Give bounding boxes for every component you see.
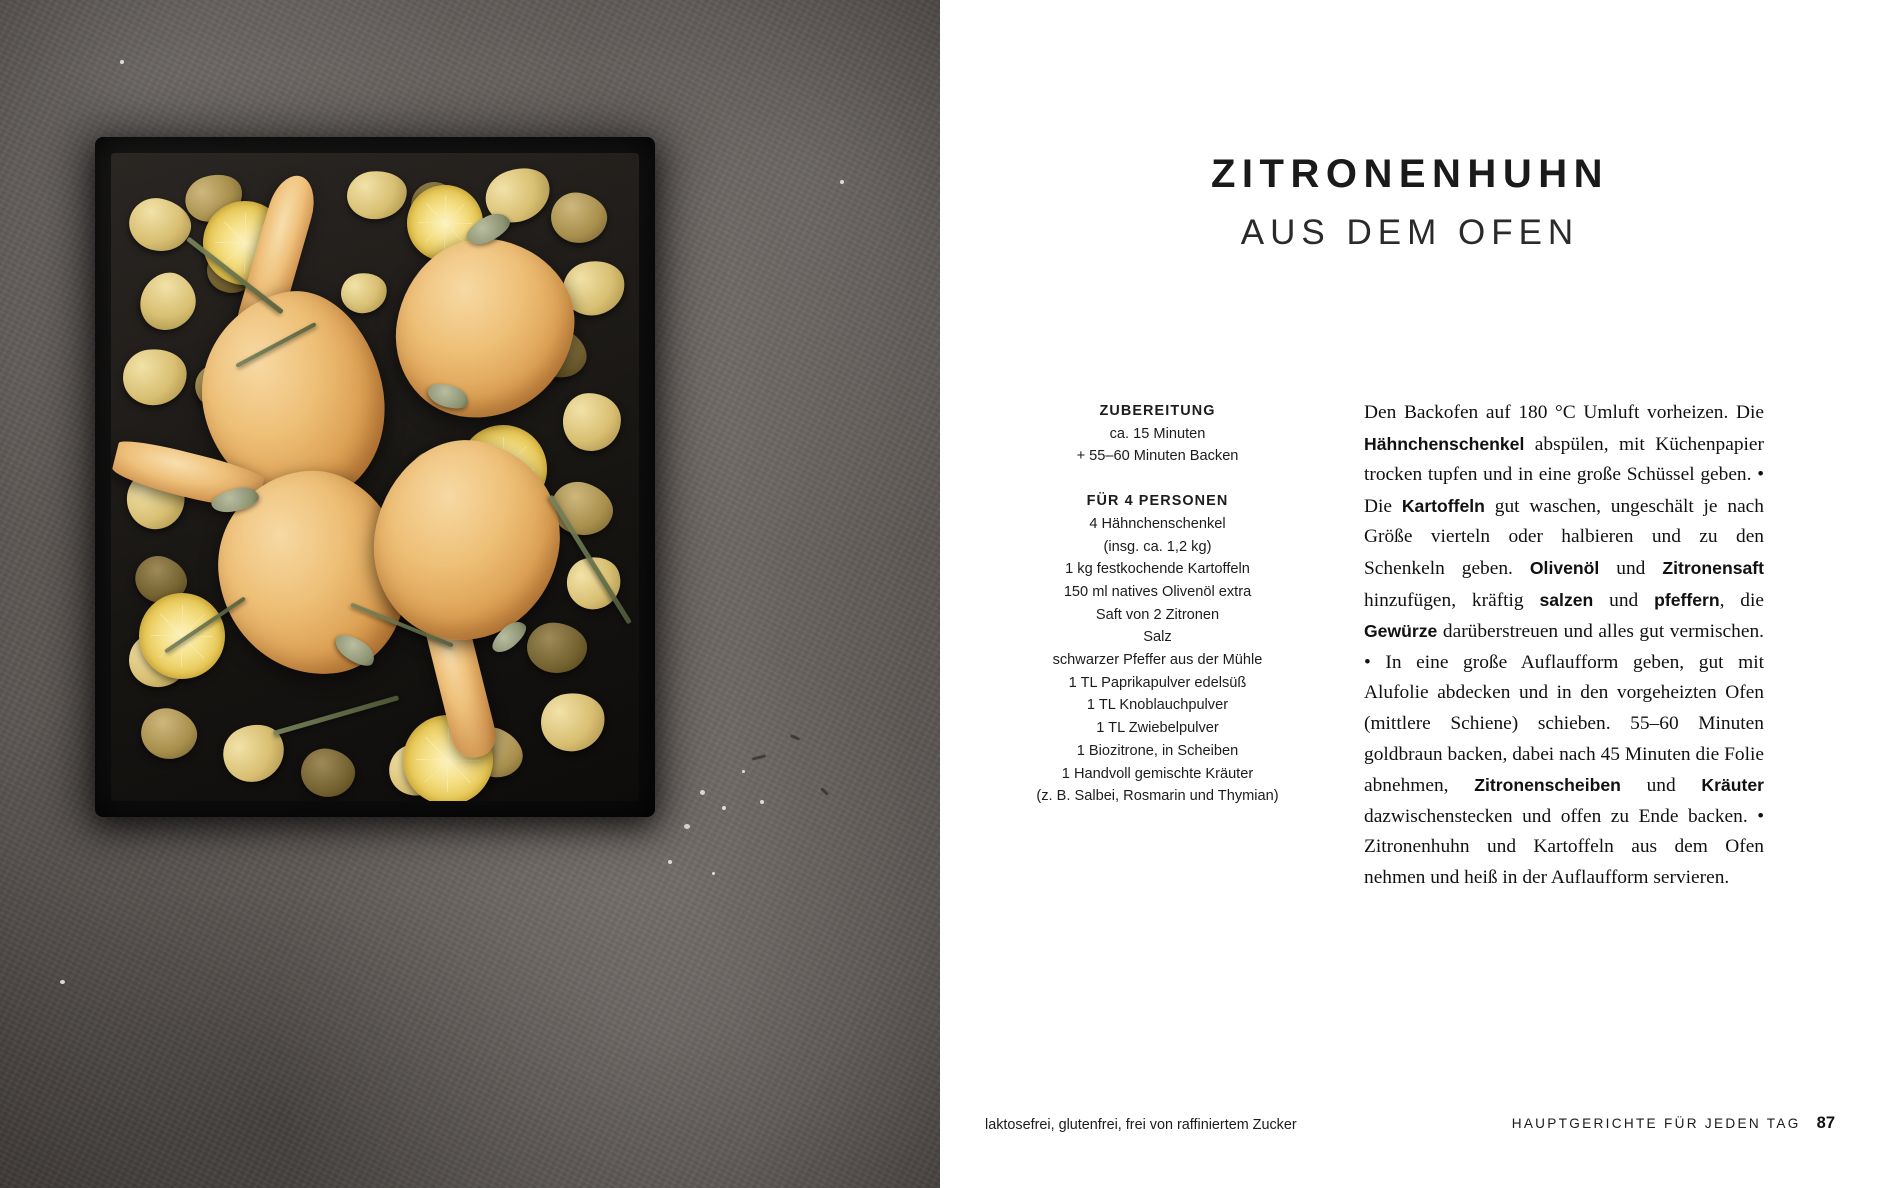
method-text: und <box>1620 775 1702 797</box>
method-highlight: Zitronenscheiben <box>1474 775 1621 796</box>
servings-heading: FÜR 4 PERSONEN <box>1086 493 1229 510</box>
method-highlight: Hähnchenschenkel <box>1364 433 1525 454</box>
page-footer <box>1512 1114 1835 1133</box>
ingredient-item: Salz <box>1143 629 1172 646</box>
ingredient-item: 150 ml natives Olivenöl extra <box>1063 583 1252 600</box>
ingredient-item: 1 Biozitrone, in Scheiben <box>1076 742 1239 759</box>
method-text: hinzufügen, kräftig <box>1364 589 1540 611</box>
ingredients-column <box>985 400 1330 808</box>
method-highlight: Kräuter <box>1701 775 1764 796</box>
method-text: abspülen, mit Küchenpapier trocken tupfen und in eine große Schüssel geben. • Die <box>1364 433 1764 517</box>
page-number: 87 <box>1816 1114 1835 1132</box>
method-text: und <box>1593 589 1655 611</box>
ingredient-item: (insg. ca. 1,2 kg) <box>1103 538 1212 555</box>
method-text: dazwischenstecken und offen zu Ende backen. • Zitronenhuhn und Kartoffeln aus dem Ofen nehmen und heiß in der Auflaufform servieren. <box>1364 805 1764 888</box>
diet-note: laktosefrei, glutenfrei, frei von raffiniertem Zucker <box>985 1117 1297 1133</box>
baking-tray <box>95 137 655 817</box>
ingredient-item: Saft von 2 Zitronen <box>1095 606 1220 623</box>
ingredient-item: 4 Hähnchenschenkel <box>1089 515 1226 532</box>
method-highlight: Kartoffeln <box>1401 495 1485 516</box>
ingredient-item: 1 TL Paprikapulver edelsüß <box>1068 674 1247 691</box>
ingredient-item: (z. B. Salbei, Rosmarin und Thymian) <box>1036 788 1279 805</box>
method-text: , die <box>1719 589 1764 611</box>
ingredient-item: schwarzer Pfeffer aus der Mühle <box>1052 652 1263 669</box>
method-highlight: salzen <box>1539 589 1594 610</box>
chicken-thigh <box>384 226 586 431</box>
method-text: gut waschen, ungeschält je nach Größe vierteln oder halbieren und zu den Schenkeln geben. <box>1364 495 1764 579</box>
method-text: darüberstreuen und alles gut vermischen. • In eine große Auflaufform geben, gut mit Alufolie abdecken und in den vorgeheizten Ofen (mittlere Schiene) schieben. 55–60 Minuten goldbraun backen, dabei nach 45 Minuten die Folie abnehmen, <box>1364 621 1764 797</box>
method-highlight: pfeffern <box>1654 589 1720 610</box>
recipe-title: ZITRONENHUHN <box>1211 152 1609 196</box>
method-column <box>1364 398 1764 894</box>
method-highlight: Gewürze <box>1364 621 1438 642</box>
preparation-time: ca. 15 Minuten <box>1109 425 1206 442</box>
ingredient-item: 1 Handvoll gemischte Kräuter <box>1061 765 1254 782</box>
lemon-slice <box>139 593 225 679</box>
ingredient-item: 1 TL Knoblauchpulver <box>1086 697 1229 714</box>
method-highlight: Olivenöl <box>1529 557 1600 578</box>
method-text: und <box>1599 557 1663 579</box>
tray-interior <box>111 153 639 801</box>
recipe-text-page <box>940 0 1880 1188</box>
preparation-heading: ZUBEREITUNG <box>1099 403 1216 419</box>
rosemary-sprig <box>273 695 399 736</box>
ingredient-item: 1 TL Zwiebelpulver <box>1096 720 1219 737</box>
method-highlight: Zitronensaft <box>1662 557 1764 578</box>
method-text: Den Backofen auf 180 °C Umluft vorheizen. Die <box>1364 402 1764 423</box>
baking-time: + 55–60 Minuten Backen <box>1076 448 1239 465</box>
recipe-subtitle: AUS DEM OFEN <box>1240 213 1580 252</box>
ingredient-item: 1 kg festkochende Kartoffeln <box>1065 561 1250 578</box>
chapter-name: HAUPTGERICHTE FÜR JEDEN TAG <box>1511 1116 1801 1131</box>
